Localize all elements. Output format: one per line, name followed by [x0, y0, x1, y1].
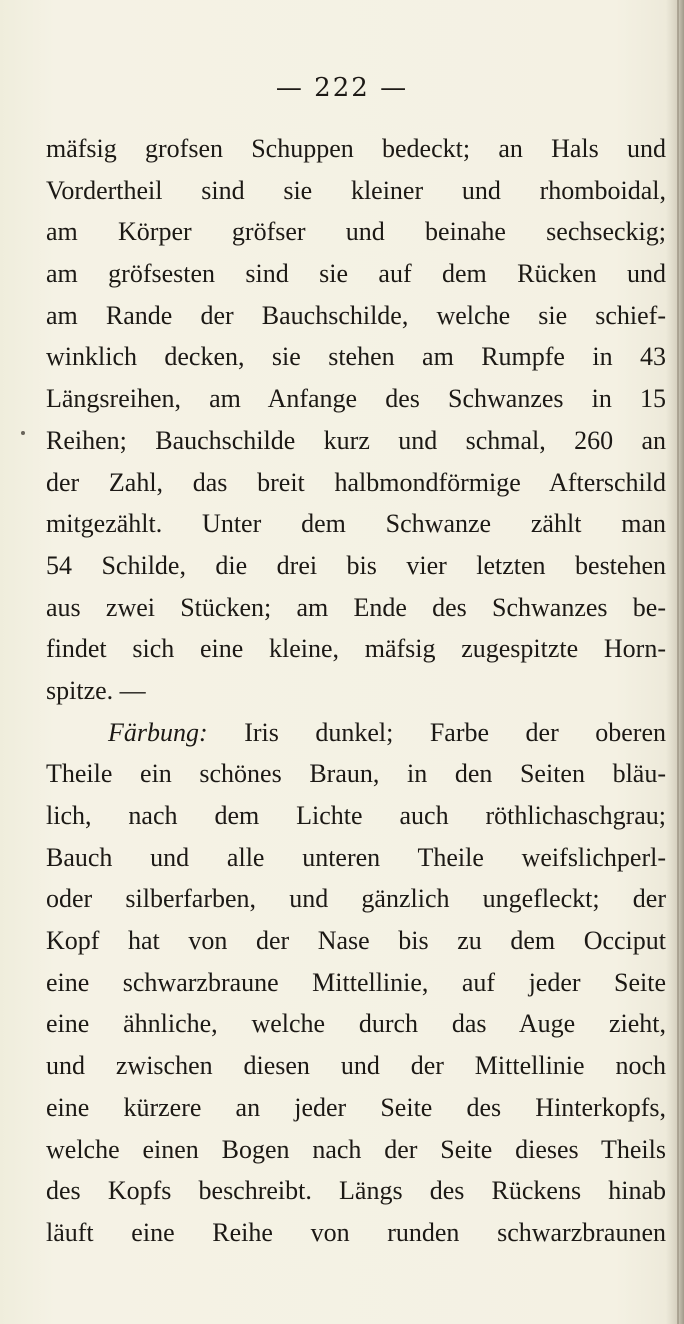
text-line: Kopf hat von der Nase bis zu dem Occiput: [46, 926, 666, 956]
paragraph-first-line: [46, 712, 666, 754]
text-line: mäfsig grofsen Schuppen bedeckt; an Hals und: [46, 134, 666, 163]
body-text: [46, 128, 666, 1254]
text-line: Längsreihen, am Anfange des Schwanzes in 15: [46, 384, 666, 414]
text-line: Reihen; Bauchschilde kurz und schmal, 260 an: [46, 425, 666, 455]
text-line: findet sich eine kleine, mäfsig zugespitzte Horn-: [46, 634, 666, 664]
text-line: aus zwei Stücken; am Ende des Schwanzes be-: [46, 592, 666, 622]
text-line: des Kopfs beschreibt. Längs des Rückens hinab: [46, 1176, 666, 1206]
page-edge-line: [677, 0, 679, 1324]
text-line: eine schwarzbraune Mittellinie, auf jeder Seite: [46, 967, 666, 997]
text-line: Vordertheil sind sie kleiner und rhomboidal,: [46, 175, 666, 205]
text-line: lich, nach dem Lichte auch röthlichaschgrau;: [46, 801, 666, 830]
text-line: und zwischen diesen und der Mittellinie noch: [46, 1051, 666, 1081]
text-line: mitgezählt. Unter dem Schwanze zählt man: [46, 509, 666, 539]
text-line: Bauch und alle unteren Theile weifslichperl-: [46, 842, 666, 872]
text-line: winklich decken, sie stehen am Rumpfe in 43: [46, 342, 666, 372]
text-line: am Körper gröfser und beinahe sechseckig;: [46, 217, 666, 247]
text-line: am Rande der Bauchschilde, welche sie schief-: [46, 300, 666, 330]
text-line: oder silberfarben, und gänzlich ungefleckt; der: [46, 884, 666, 914]
text-line: am gröfsesten sind sie auf dem Rücken und: [46, 259, 666, 289]
text-line: spitze. —: [46, 675, 146, 705]
text-line: eine ähnliche, welche durch das Auge zieht,: [46, 1009, 666, 1039]
section-first-line-text: Iris dunkel; Farbe der oberen: [244, 717, 667, 747]
text-line: welche einen Bogen nach der Seite dieses Theils: [46, 1134, 666, 1164]
text-line: 54 Schilde, die drei bis vier letzten bestehen: [46, 550, 666, 580]
text-line: Theile ein schönes Braun, in den Seiten bläu-: [46, 759, 666, 789]
text-line: eine kürzere an jeder Seite des Hinterkopfs,: [46, 1092, 666, 1122]
text-line: läuft eine Reihe von runden schwarzbraunen: [46, 1217, 666, 1247]
text-line: der Zahl, das breit halbmondförmige Afterschild: [46, 467, 666, 497]
margin-mark: [21, 431, 25, 435]
page-number: — 222 —: [275, 73, 409, 103]
page-edge-shadow: [666, 0, 684, 1324]
section-label: Färbung:: [108, 717, 208, 747]
